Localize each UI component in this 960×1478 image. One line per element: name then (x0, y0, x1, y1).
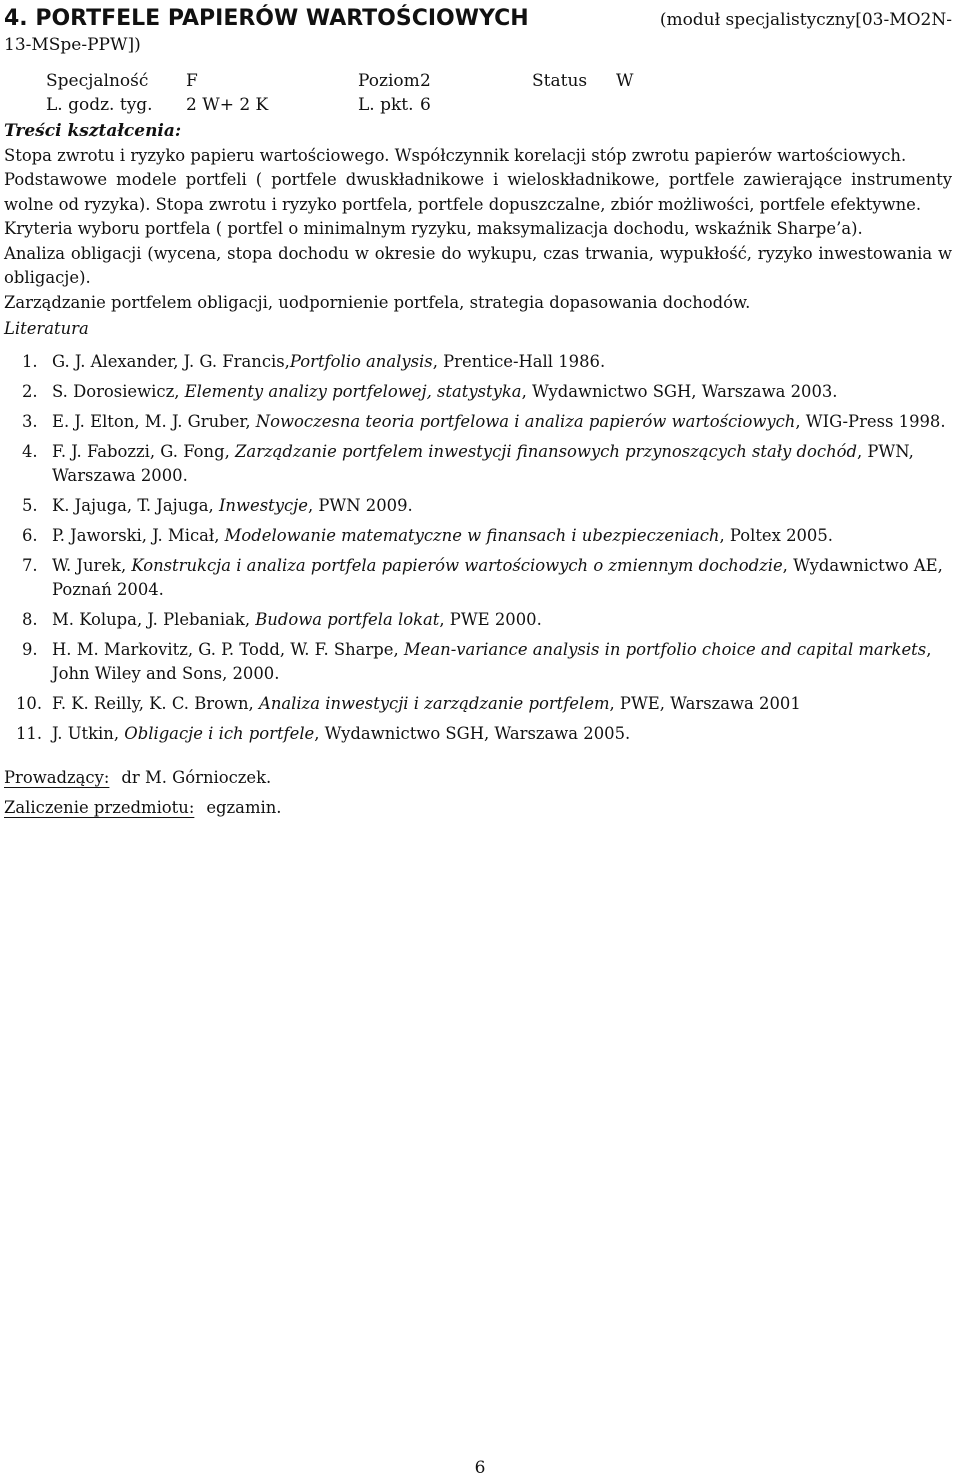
content-paragraph: Zarządzanie portfelem obligacji, uodpornienie portfela, strategia dopasowania dochodów. (4, 292, 751, 312)
ref-authors: W. Jurek, (52, 555, 132, 575)
list-item (4, 608, 952, 632)
content-heading: Treści kształcenia: (4, 121, 182, 141)
ref-authors: F. K. Reilly, K. C. Brown, (52, 693, 259, 713)
ref-authors: M. Kolupa, J. Plebaniak, (52, 609, 256, 629)
ref-number: 11. (16, 723, 43, 743)
ref-publisher: , Wydawnictwo SGH, Warszawa 2003. (521, 381, 838, 401)
ref-authors: E. J. Elton, M. J. Gruber, (52, 411, 256, 431)
lecturer-label: Prowadzący: (4, 767, 110, 787)
content-paragraph: Podstawowe modele portfeli ( portfele dwuskładnikowe i wieloskładnikowe, portfele zawierające instrumenty wolne od ryzyka). Stopa zwrotu i ryzyko portfela, portfele dopuszczalne, zbiór możliwości, portfele efektywne. (4, 170, 952, 214)
points-value: 6 (420, 95, 431, 115)
list-item (4, 380, 952, 404)
ref-publisher: , Prentice-Hall 1986. (432, 351, 606, 371)
ref-title: Analiza inwestycji i zarządzanie portfelem (258, 693, 610, 713)
ref-publisher: , PWN, Warszawa 2000. (52, 441, 914, 485)
course-meta-table (46, 69, 633, 117)
level-label: Poziom (358, 71, 420, 91)
ref-number: 9. (22, 639, 38, 659)
ref-publisher: , PWE 2000. (439, 609, 542, 629)
list-item (4, 524, 952, 548)
ref-number: 2. (22, 381, 38, 401)
ref-number: 4. (22, 441, 38, 461)
status-label: Status (532, 71, 588, 91)
literature-list (4, 350, 952, 746)
list-item (4, 554, 952, 602)
ref-title: Zarządzanie portfelem inwestycji finansowych przynoszących stały dochód (235, 441, 857, 461)
ref-title: Elementy analizy portfelowej, statystyka (184, 381, 522, 401)
content-paragraph: Kryteria wyboru portfela ( portfel o minimalnym ryzyku, maksymalizacja dochodu, wskaźnik Sharpe’a). (4, 219, 863, 238)
status-value: W (616, 71, 634, 91)
ref-authors: F. J. Fabozzi, G. Fong, (52, 441, 236, 461)
ref-title: Modelowanie matematyczne w finansach i ubezpieczeniach (224, 525, 720, 545)
ref-publisher: , PWN 2009. (307, 495, 413, 515)
list-item (4, 638, 952, 686)
meta-row-1 (46, 69, 633, 93)
ref-publisher: , John Wiley and Sons, 2000. (52, 639, 932, 683)
ref-title: Budowa portfela lokat (255, 609, 440, 629)
content-paragraph: Analiza obligacji (wycena, stopa dochodu w okresie do wykupu, czas trwania, wypukłość, ryzyko inwestowania w obligacje). (4, 243, 952, 287)
ref-title: Konstrukcja i analiza portfela papierów wartościowych o zmiennym dochodzie (131, 555, 783, 575)
credit-value: egzamin. (206, 797, 282, 817)
list-item (4, 692, 952, 716)
ref-publisher: , WIG-Press 1998. (795, 411, 946, 431)
lecturer-value: dr M. Górnioczek. (121, 767, 272, 787)
course-title: 4. PORTFELE PAPIERÓW WARTOŚCIOWYCH (4, 6, 529, 31)
ref-number: 7. (22, 555, 38, 575)
ref-publisher: , Wydawnictwo AE, Poznań 2004. (52, 555, 943, 599)
ref-authors: P. Jaworski, J. Micał, (52, 525, 225, 545)
ref-authors: G. J. Alexander, J. G. Francis, (52, 351, 290, 371)
ref-title: Obligacje i ich portfele (124, 723, 315, 743)
specialty-value: F (186, 71, 198, 91)
ref-authors: S. Dorosiewicz, (52, 381, 185, 401)
list-item (4, 410, 952, 434)
ref-title: Nowoczesna teoria portfelowa i analiza papierów wartościowych (255, 411, 796, 431)
ref-title: Portfolio analysis (289, 351, 433, 371)
list-item (4, 494, 952, 518)
credit-row (4, 794, 952, 824)
content-paragraph: Stopa zwrotu i ryzyko papieru wartościowego. Współczynnik korelacji stóp zwrotu papierów wartościowych. (4, 145, 907, 165)
module-code-part2: 13-MSpe-PPW]) (4, 35, 141, 55)
ref-number: 3. (22, 411, 38, 431)
ref-publisher: , Poltex 2005. (719, 525, 833, 545)
document-page (4, 0, 952, 824)
hours-label: L. godz. tyg. (46, 95, 153, 115)
ref-publisher: , Wydawnictwo SGH, Warszawa 2005. (314, 723, 631, 743)
ref-title: Mean-variance analysis in portfolio choice and capital markets (403, 639, 927, 659)
ref-authors: K. Jajuga, T. Jajuga, (52, 495, 219, 515)
list-item (4, 722, 952, 746)
points-label: L. pkt. (358, 95, 414, 115)
ref-authors: H. M. Markovitz, G. P. Todd, W. F. Sharpe, (52, 639, 404, 659)
ref-number: 1. (22, 351, 38, 371)
ref-authors: J. Utkin, (52, 723, 125, 743)
ref-publisher: , PWE, Warszawa 2001 (609, 693, 801, 713)
specialty-label: Specjalność (46, 71, 149, 91)
module-code-part1: (moduł specjalistyczny[03-MO2N- (659, 10, 952, 30)
literature-heading: Literatura (4, 319, 89, 338)
ref-number: 10. (16, 693, 43, 713)
level-value: 2 (420, 71, 431, 91)
ref-number: 8. (22, 609, 38, 629)
list-item (4, 350, 952, 374)
hours-value: 2 W+ 2 K (186, 95, 269, 115)
credit-label: Zaliczenie przedmiotu: (4, 797, 195, 817)
title-line (4, 4, 952, 34)
meta-row-2 (46, 93, 633, 117)
ref-number: 6. (22, 525, 38, 545)
lecturer-row (4, 764, 952, 794)
page-number: 6 (474, 1458, 486, 1478)
ref-number: 5. (22, 495, 38, 515)
ref-title: Inwestycje (218, 495, 308, 515)
list-item (4, 440, 952, 488)
